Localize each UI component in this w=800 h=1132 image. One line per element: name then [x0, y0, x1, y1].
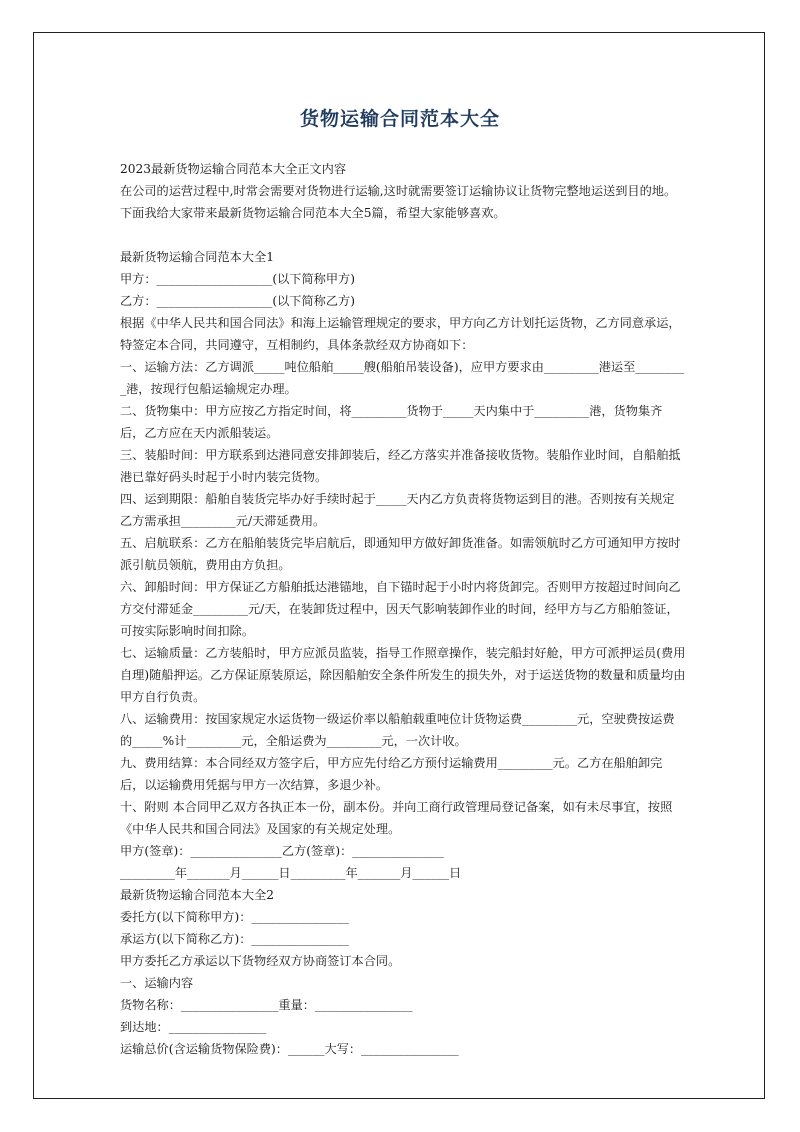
- carrier-line: 承运方(以下简称乙方)：________________: [120, 932, 349, 946]
- clause-5: 五、启航联系：乙方在船舶装货完毕启航后，即通知甲方做好卸货准备。如需领航时乙方可通知甲方按时派引航员领航，费用由方负担。: [120, 536, 681, 572]
- clause-7: 七、运输质量：乙方装船时，甲方应派员监装，指导工作照章操作，装完船封好舱，甲方可派押运员(费用自理)随船押运。乙方保证原装原运，除因船舶安全条件所发生的损失外，对于运送货物的数量和质量均由甲方自行负责。: [120, 646, 686, 704]
- destination-line: 到达地：________________: [120, 1020, 267, 1034]
- document-title: 货物运输合同范本大全: [299, 108, 500, 130]
- clause-10: 十、附则 本合同甲乙双方各执正本一份，副本份。并向工商行政管理局登记备案，如有未尽事宜，按照《中华人民共和国合同法》及国家的有关规定处理。: [120, 800, 673, 836]
- clause-6: 六、卸船时间：甲方保证乙方船舶抵达港锚地，自下锚时起于小时内将货卸完。否则甲方按超过时间向乙方交付滞延金_________元/天，在装卸货过程中，因天气影响装卸作业的时间，经甲方与乙方船舶签证，可按实际影响时间扣除。: [120, 580, 681, 638]
- section-heading: 一、运输内容: [120, 976, 194, 990]
- goods-name-weight-line: 货物名称：________________重量：________________: [120, 998, 413, 1012]
- clause-1: 一、运输方法：乙方调派_____吨位船舶_____艘(船舶吊装设备)，应甲方要求由_________港运至_________港，按现行包船运输规定办理。: [120, 360, 685, 396]
- clause-3: 三、装船时间：甲方联系到达港同意安排卸装后，经乙方落实并准备接收货物。装船作业时间，自船舶抵港已靠好码头时起于小时内装完货物。: [120, 448, 681, 484]
- document-body: [120, 158, 686, 1060]
- consignor-line: 委托方(以下简称甲方)：________________: [120, 910, 349, 924]
- total-price-line: 运输总价(含运输货物保险费)：______大写：________________: [120, 1042, 459, 1056]
- clause-8: 八、运输费用：按国家规定水运货物一级运价率以船舶载重吨位计货物运费_________元，空驶费按运费的_____%计_________元，全船运费为_________元，一次计收。: [120, 712, 675, 748]
- contract1-preamble: 根据《中华人民共和国合同法》和海上运输管理规定的要求，甲方向乙方计划托运货物，乙方同意承运，特签定本合同，共同遵守，互相制约，具体条款经双方协商如下：: [120, 316, 681, 352]
- contract1-heading: 最新货物运输合同范本大全1: [120, 250, 275, 264]
- clause-4: 四、运到期限：船舶自装货完毕办好手续时起于_____天内乙方负责将货物运到目的港。否则按有关规定乙方需承担_________元/天滞延费用。: [120, 492, 675, 528]
- intro-paragraph: 在公司的运营过程中,时常会需要对货物进行运输,这时就需要签订运输协议让货物完整地运送到目的地。下面我给大家带来最新货物运输合同范本大全5篇，希望大家能够喜欢。: [120, 184, 677, 220]
- party-a-line: 甲方：___________________(以下简称甲方): [120, 272, 355, 286]
- intro-heading: 2023最新货物运输合同范本大全正文内容: [120, 162, 347, 176]
- party-b-line: 乙方：___________________(以下简称乙方): [120, 294, 355, 308]
- clause-2: 二、货物集中：甲方应按乙方指定时间，将_________货物于_____天内集中于_________港，货物集齐后，乙方应在天内派船装运。: [120, 404, 663, 440]
- date-line: _________年_______月______日_________年_______月______日: [120, 866, 462, 880]
- signature-line: 甲方(签章)：_______________乙方(签章)：_______________: [120, 844, 444, 858]
- clause-9: 九、费用结算：本合同经双方签字后，甲方应先付给乙方预付运输费用_________元。乙方在船舶卸完后，以运输费用凭据与甲方一次结算，多退少补。: [120, 756, 663, 792]
- contract2-preamble: 甲方委托乙方承运以下货物经双方协商签订本合同。: [120, 954, 401, 968]
- contract2-heading: 最新货物运输合同范本大全2: [120, 888, 275, 902]
